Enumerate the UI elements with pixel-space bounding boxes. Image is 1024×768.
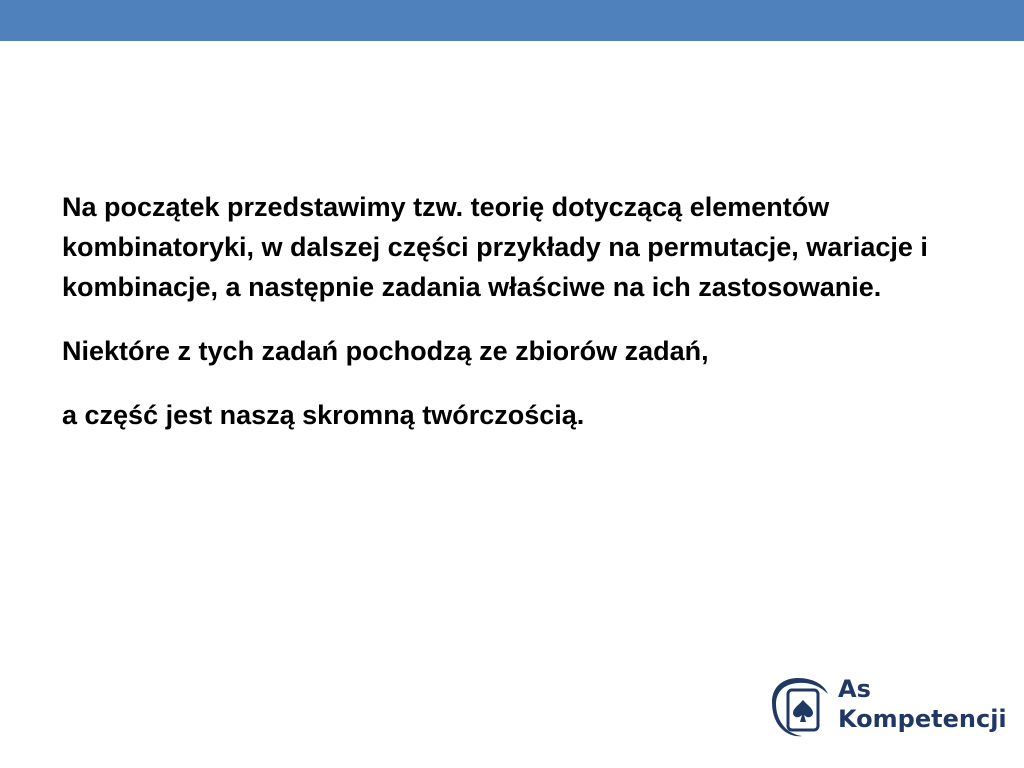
top-color-bar: [0, 0, 1024, 41]
logo-line-kompetencji: Kompetencji: [838, 705, 1007, 733]
as-kompetencji-logo: [768, 670, 1007, 746]
paragraph-sources: Niektóre z tych zadań pochodzą ze zbiorów zadań,: [62, 336, 709, 366]
slide-body-text: [62, 187, 962, 459]
logo-wordmark: [838, 674, 1007, 734]
logo-line-as: As: [838, 675, 871, 703]
paragraph-intro: Na początek przedstawimy tzw. teorię dotyczącą elementów kombinatoryki, w dalszej części przykłady na permutacje, wariacje i kombinacje, a następnie zadania właściwe na ich zastosowanie.: [62, 192, 928, 302]
spade-card-icon: [768, 672, 832, 742]
paragraph-own-work: a część jest naszą skromną twórczością.: [62, 400, 585, 430]
